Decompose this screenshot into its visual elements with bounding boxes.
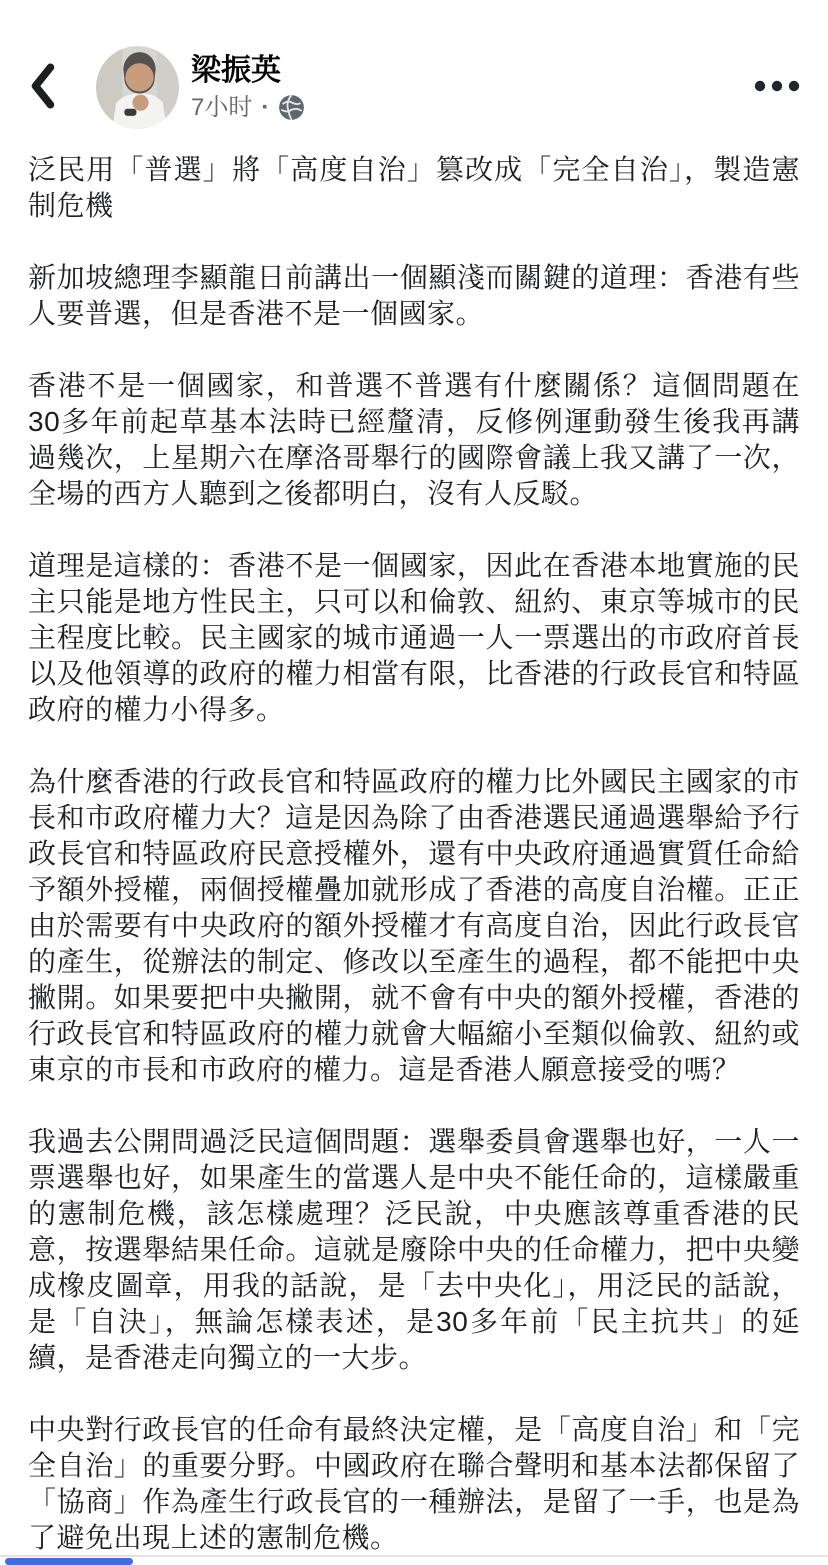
more-options-button[interactable]: [754, 70, 800, 105]
post-meta: [191, 94, 305, 122]
avatar[interactable]: [96, 46, 179, 129]
post-paragraph: 道理是這樣的：香港不是一個國家，因此在香港本地實施的民主只能是地方性民主，只可以和倫敦、紐約、東京等城市的民主程度比較。民主國家的城市通過一人一票選出的市政府首長以及他領導的政府的權力相當有限，比香港的行政長官和特區政府的權力小得多。: [28, 550, 800, 725]
divider: [0, 1555, 828, 1557]
author-block: [191, 54, 305, 122]
video-progress-bar: [5, 1558, 133, 1565]
meta-separator: ·: [261, 93, 270, 121]
chevron-left-icon: [28, 60, 58, 115]
post-body: [0, 152, 828, 1556]
post-paragraph: 我過去公開問過泛民這個問題：選舉委員會選舉也好，一人一票選舉也好，如果產生的當選人是中央不能任命的，這樣嚴重的憲制危機，該怎樣處理？泛民說，中央應該尊重香港的民意，按選舉結果任命。這就是廢除中央的任命權力，把中央變成橡皮圖章，用我的話說，是「去中央化」，用泛民的話說，是「自決」，無論怎樣表述，是30多年前「民主抗共」的延續，是香港走向獨立的一大步。: [28, 1126, 800, 1373]
ellipsis-icon: [754, 80, 800, 95]
globe-icon: [278, 94, 305, 121]
timestamp: 7小时: [191, 93, 253, 121]
back-button[interactable]: [28, 60, 68, 116]
post-paragraph: 香港不是一個國家，和普選不普選有什麼關係？這個問題在30多年前起草基本法時已經釐清，反修例運動發生後我再講過幾次，上星期六在摩洛哥舉行的國際會議上我又講了一次，全場的西方人聽到之後都明白，沒有人反駁。: [28, 370, 800, 509]
avatar-photo: [96, 46, 179, 129]
post-header: [0, 0, 828, 145]
author-name[interactable]: 梁振英: [191, 53, 281, 87]
post-paragraph: 新加坡總理李顯龍日前講出一個顯淺而關鍵的道理：香港有些人要普選，但是香港不是一個國家。: [28, 262, 800, 329]
post-paragraph: 中央對行政長官的任命有最終決定權，是「高度自治」和「完全自治」的重要分野。中國政府在聯合聲明和基本法都保留了「協商」作為產生行政長官的一種辦法，是留了一手，也是為了避免出現上述的憲制危機。: [28, 1414, 800, 1553]
post-paragraph: 為什麼香港的行政長官和特區政府的權力比外國民主國家的市長和市政府權力大？這是因為除了由香港選民通過選舉給予行政長官和特區政府民意授權外，還有中央政府通過實質任命給予額外授權，兩個授權疊加就形成了香港的高度自治權。正正由於需要有中央政府的額外授權才有高度自治，因此行政長官的產生，從辦法的制定、修改以至產生的過程，都不能把中央撇開。如果要把中央撇開，就不會有中央的額外授權，香港的行政長官和特區政府的權力就會大幅縮小至類似倫敦、紐約或東京的市長和市政府的權力。這是香港人願意接受的嗎？: [28, 766, 800, 1085]
post-paragraph: 泛民用「普選」將「高度自治」篡改成「完全自治」，製造憲制危機: [28, 154, 800, 221]
